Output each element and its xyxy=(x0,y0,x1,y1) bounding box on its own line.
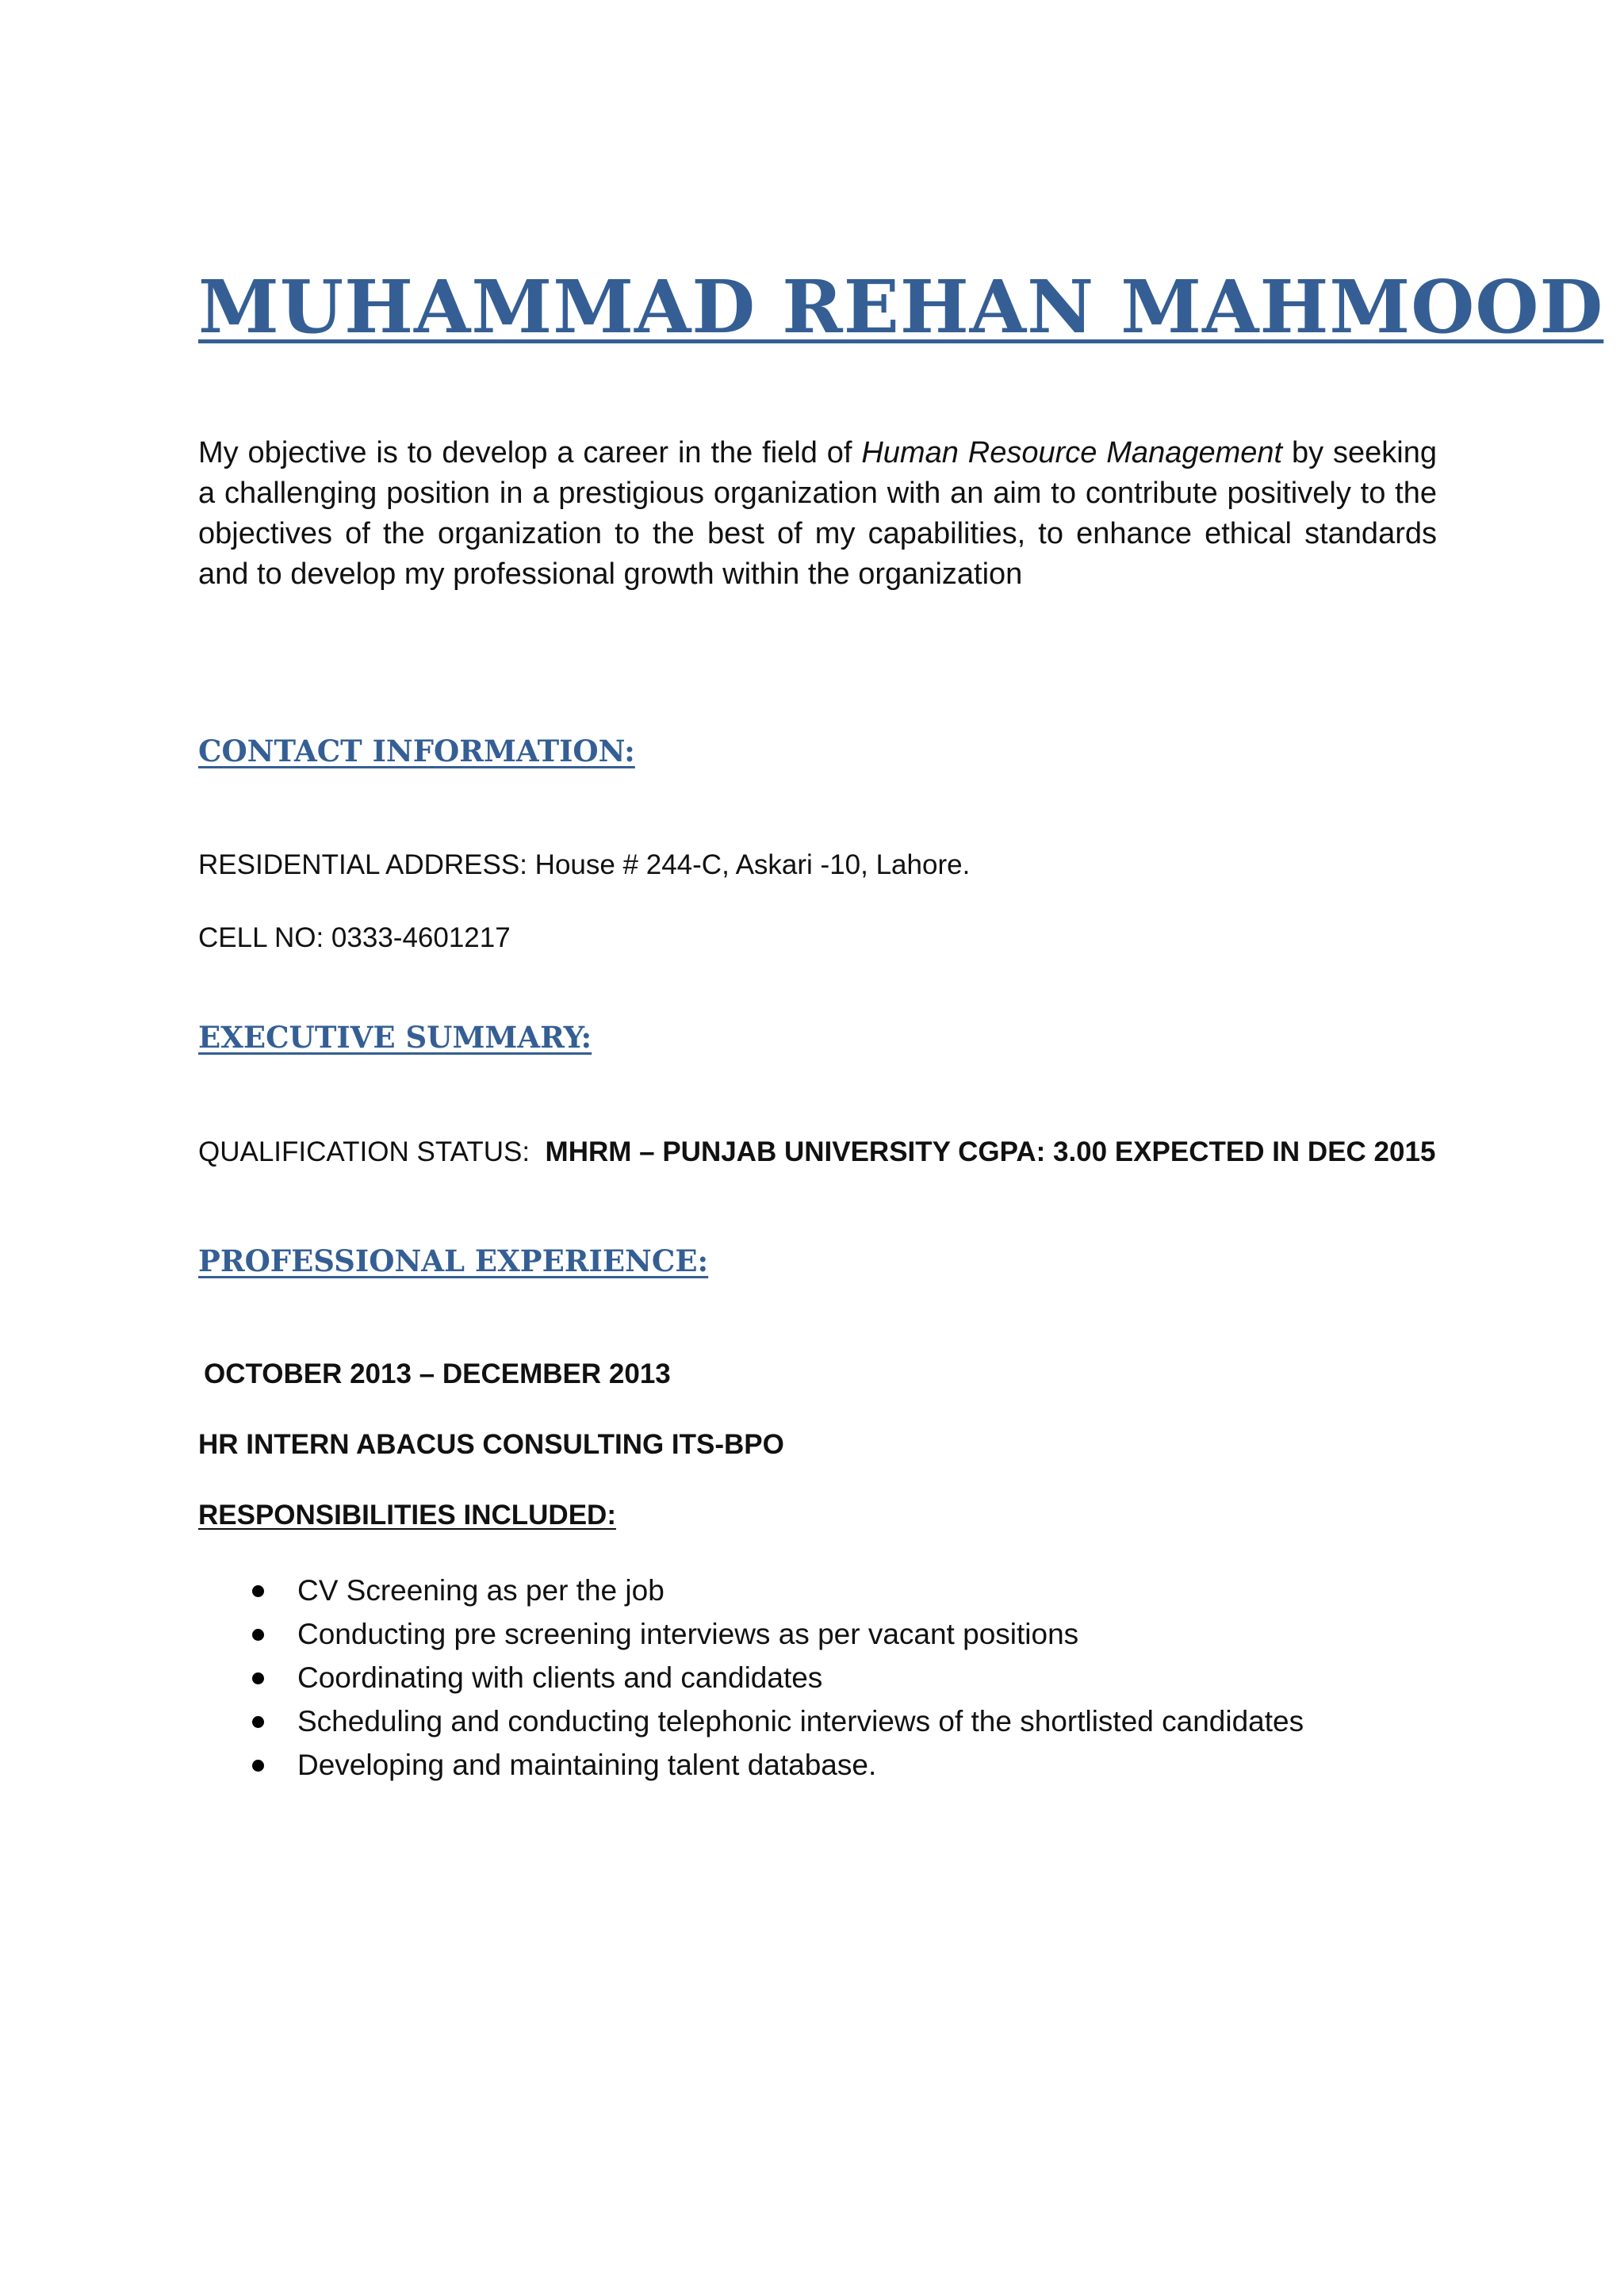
responsibility-text: Developing and maintaining talent database. xyxy=(297,1749,877,1781)
cell-number-label: CELL NO: xyxy=(198,922,324,953)
cell-number-value: 0333-4601217 xyxy=(324,922,511,953)
responsibilities-list xyxy=(198,1569,1304,1787)
list-item xyxy=(198,1656,1304,1699)
professional-experience-heading: PROFESSIONAL EXPERIENCE: xyxy=(198,1243,709,1278)
responsibilities-heading: RESPONSIBILITIES INCLUDED: xyxy=(198,1500,616,1531)
objective-field-highlight: Human Resource Management xyxy=(861,436,1283,469)
bullet-icon xyxy=(252,1585,264,1597)
list-item xyxy=(198,1612,1304,1656)
objective-statement xyxy=(198,433,1437,595)
qualification-status-value: MHRM – PUNJAB UNIVERSITY CGPA: 3.00 EXPECTED IN DEC 2015 xyxy=(545,1136,1436,1167)
objective-text-end: by seeking a challenging position in a prestigious organization with an aim to contribute positively to the objectives of the organization to the best of my capabilities, to enhance ethical standards and to develop my professional growth within the organization xyxy=(198,436,1437,591)
qualification-status xyxy=(198,1136,1435,1169)
bullet-icon xyxy=(252,1672,264,1684)
executive-summary-heading: EXECUTIVE SUMMARY: xyxy=(198,1020,592,1055)
qualification-status-label: QUALIFICATION STATUS: xyxy=(198,1136,530,1167)
list-item xyxy=(198,1743,1304,1787)
responsibility-text: Conducting pre screening interviews as per vacant positions xyxy=(297,1618,1079,1650)
cell-number xyxy=(198,921,511,955)
contact-information-heading: CONTACT INFORMATION: xyxy=(198,734,635,768)
experience-role: HR INTERN ABACUS CONSULTING ITS-BPO xyxy=(198,1429,784,1460)
list-item xyxy=(198,1699,1304,1743)
responsibility-text: CV Screening as per the job xyxy=(297,1574,665,1607)
bullet-icon xyxy=(252,1716,264,1728)
responsibility-text: Scheduling and conducting telephonic interviews of the shortlisted candidates xyxy=(297,1705,1304,1738)
responsibility-text: Coordinating with clients and candidates xyxy=(297,1661,823,1694)
candidate-name: MUHAMMAD REHAN MAHMOOD xyxy=(198,264,1604,350)
list-item xyxy=(198,1569,1304,1612)
residential-address-value: House # 244-C, Askari -10, Lahore. xyxy=(527,849,971,880)
residential-address-label: RESIDENTIAL ADDRESS: xyxy=(198,849,527,880)
experience-period: OCTOBER 2013 – DECEMBER 2013 xyxy=(204,1358,671,1389)
bullet-icon xyxy=(252,1760,264,1772)
objective-text-start: My objective is to develop a career in the field of xyxy=(198,436,862,469)
bullet-icon xyxy=(252,1629,264,1641)
residential-address xyxy=(198,849,970,882)
